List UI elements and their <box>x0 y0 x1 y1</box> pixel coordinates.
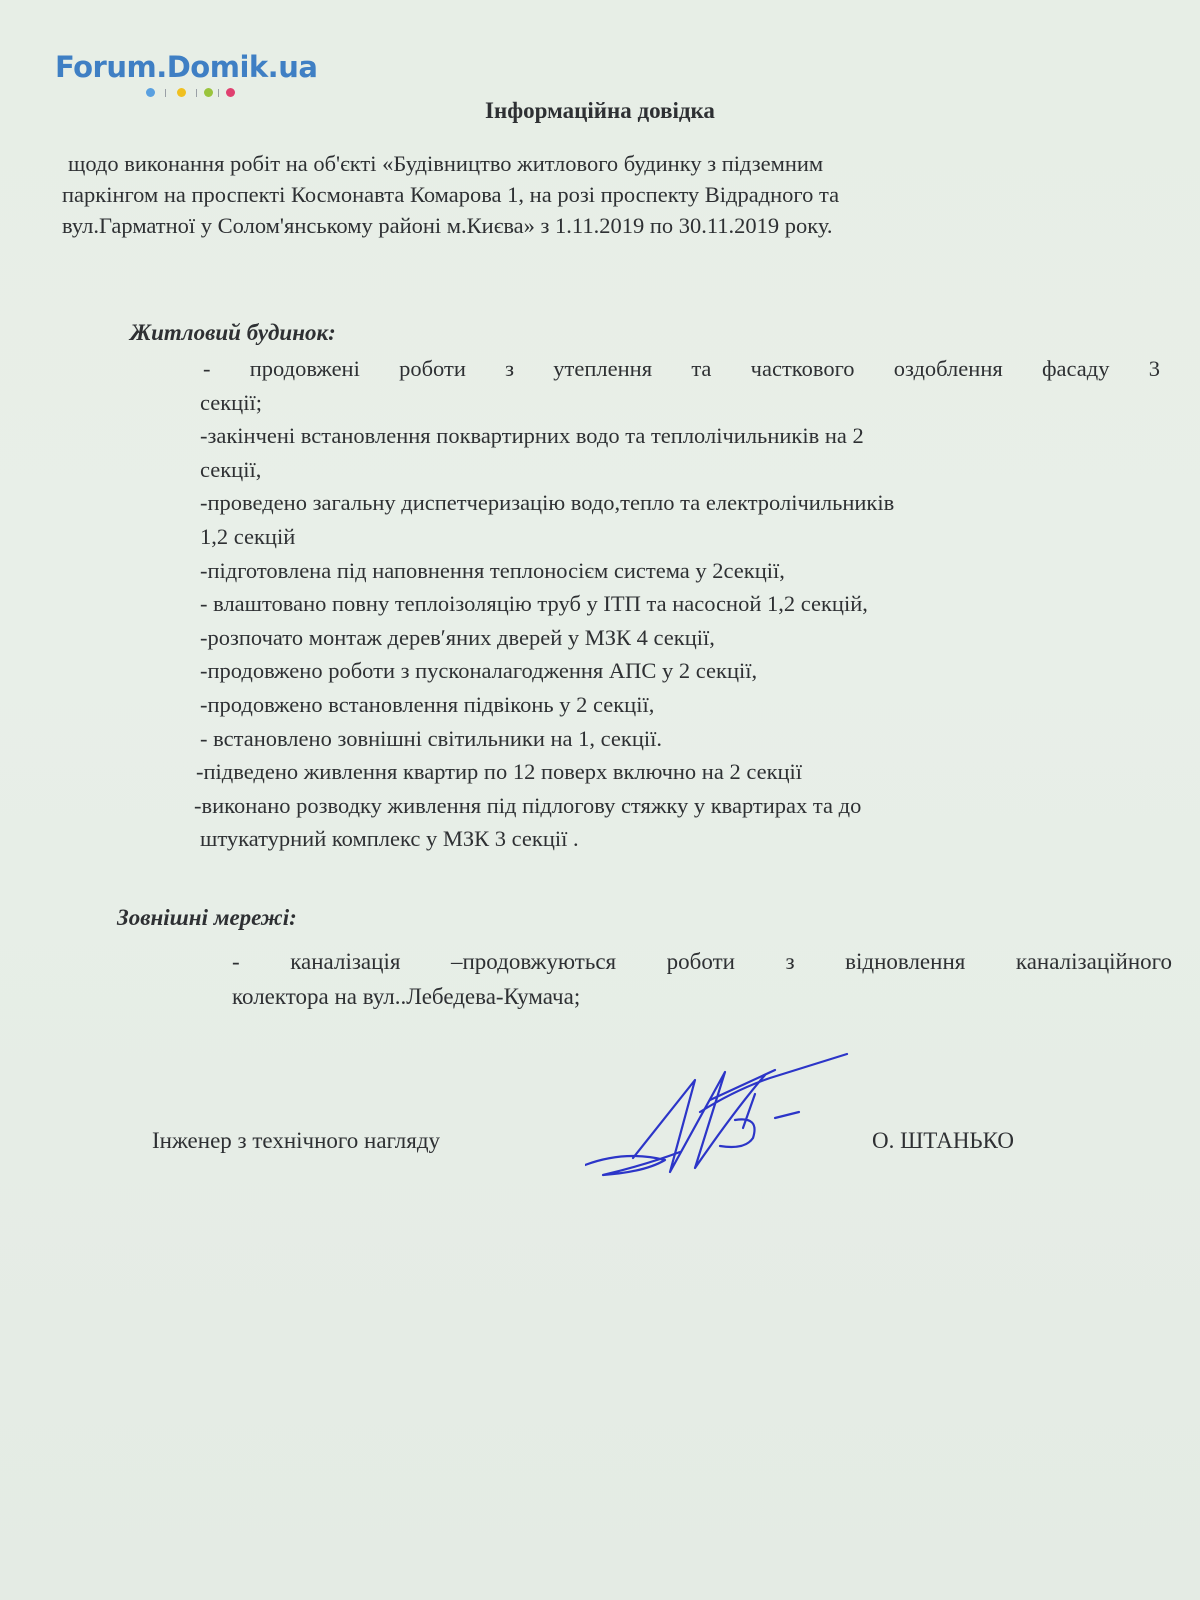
list-item: секції; <box>200 389 262 415</box>
logo-dot-pink <box>226 88 235 97</box>
external-networks-heading: Зовнішні мережі: <box>117 905 297 930</box>
list-item: штукатурний комплекс у МЗК 3 секції . <box>200 826 579 852</box>
logo-separator <box>165 89 166 97</box>
list-item: - каналізація –продовжуються роботи з відновлення каналізаційного <box>232 949 1172 974</box>
list-item: - встановлено зовнішні світильники на 1, секції. <box>200 725 663 751</box>
intro-line: вул.Гарматної у Солом'янському районі м.Києва» з 1.11.2019 по 30.11.2019 року. <box>62 213 833 238</box>
list-item: -підведено живлення квартир по 12 поверх включно на 2 секції <box>196 759 803 785</box>
logo-separator <box>196 89 197 97</box>
logo-dot-blue <box>146 88 155 97</box>
list-item: -підготовлена під наповнення теплоносієм система у 2секції, <box>200 557 785 583</box>
list-item: -розпочато монтаж деревʹяних дверей у МЗК 4 секції, <box>200 624 715 650</box>
list-item: -виконано розводку живлення під підлогову стяжку у квартирах та до <box>194 792 862 818</box>
site-logo: Forum.Domik.ua <box>55 50 318 84</box>
list-item: -проведено загальну диспетчеризацію водо,тепло та електролічильників <box>200 490 895 516</box>
list-item: -продовжено роботи з пусконалагодження АПС у 2 секції, <box>200 658 758 684</box>
list-item: - влаштовано повну теплоізоляцію труб у ІТП та насосной 1,2 секцій, <box>200 591 868 617</box>
signatory-name: О. ШТАНЬКО <box>872 1128 1015 1153</box>
list-item: секції, <box>200 456 262 482</box>
document-title: Інформаційна довідка <box>485 98 715 123</box>
signatory-role: Інженер з технічного нагляду <box>152 1128 441 1153</box>
list-item: -продовжено встановлення підвіконь у 2 секції, <box>200 691 655 717</box>
list-item: колектора на вул..Лебедева-Кумача; <box>232 984 581 1009</box>
logo-dot-yellow <box>177 88 186 97</box>
intro-line: щодо виконання робіт на об'єкті «Будівництво житлового будинку з підземним <box>68 151 824 176</box>
external-work-list <box>232 944 1172 1014</box>
list-item: -закінчені встановлення поквартирних водо та теплолічильників на 2 <box>200 423 864 449</box>
intro-line: паркінгом на проспекті Космонавта Комарова 1, на розі проспекту Відрадного та <box>62 182 840 207</box>
logo-dot-green <box>204 88 213 97</box>
residential-heading: Житловий будинок: <box>130 320 336 345</box>
logo-separator <box>218 89 219 97</box>
list-item: 1,2 секцій <box>200 523 296 549</box>
handwritten-signature <box>585 1050 885 1190</box>
list-item: - продовжені роботи з утеплення та часткового оздоблення фасаду 3 <box>203 356 1160 381</box>
residential-work-list <box>194 352 1160 856</box>
document-intro <box>62 148 1142 241</box>
